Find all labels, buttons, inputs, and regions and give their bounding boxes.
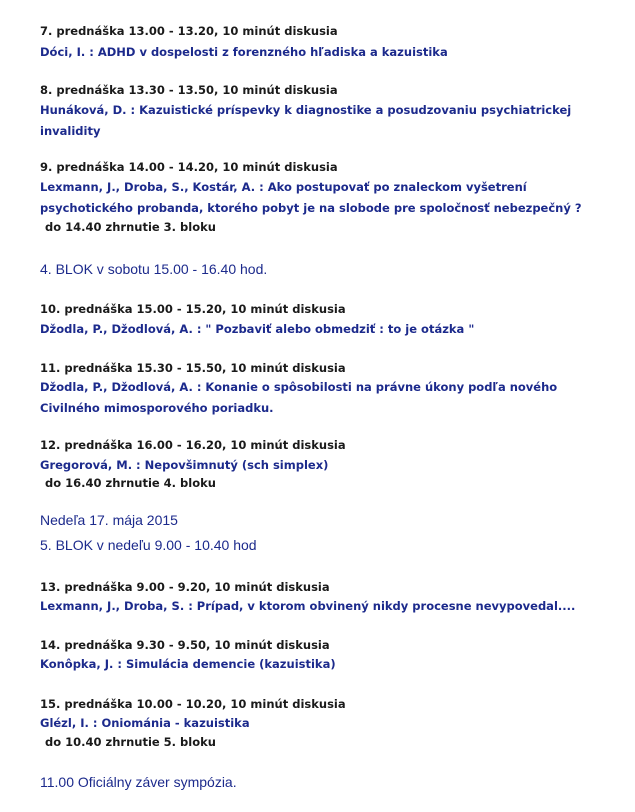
closing-heading: 11.00 Oficiálny záver sympózia. [40,774,237,790]
lecture-time: 10. prednáška 15.00 - 15.20, 10 minút diskusia [40,302,346,316]
block-summary: do 16.40 zhrnutie 4. bloku [45,476,216,490]
lecture-title: Lexmann, J., Droba, S., Kostár, A. : Ako postupovať po znaleckom vyšetrení psychotického probanda, ktorého pobyt je na slobode pre spoločnosť nebezpečný ? [40,180,582,215]
lecture-time: 15. prednáška 10.00 - 10.20, 10 minút diskusia [40,697,346,711]
lecture-time: 14. prednáška 9.30 - 9.50, 10 minút diskusia [40,638,330,652]
lecture-time: 7. prednáška 13.00 - 13.20, 10 minút diskusia [40,24,338,38]
lecture-time: 11. prednáška 15.30 - 15.50, 10 minút diskusia [40,361,346,375]
block-summary: do 10.40 zhrnutie 5. bloku [45,735,216,749]
block-summary: do 14.40 zhrnutie 3. bloku [45,220,216,234]
lecture-title: Dóci, I. : ADHD v dospelosti z forenzného hľadiska a kazuistika [40,45,448,59]
lecture-title: Hunáková, D. : Kazuistické príspevky k diagnostike a posudzovaniu psychiatrickej invalidity [40,103,572,138]
lecture-title: Konôpka, J. : Simulácia demencie (kazuistika) [40,657,336,671]
lecture-title: Džodla, P., Džodlová, A. : " Pozbaviť alebo obmedziť : to je otázka " [40,322,475,336]
lecture-time: 13. prednáška 9.00 - 9.20, 10 minút diskusia [40,580,330,594]
lecture-time: 9. prednáška 14.00 - 14.20, 10 minút diskusia [40,160,338,174]
lecture-title: Gregorová, M. : Nepovšimnutý (sch simplex) [40,458,329,472]
day-heading: Nedeľa 17. mája 2015 [40,512,178,528]
lecture-time: 8. prednáška 13.30 - 13.50, 10 minút diskusia [40,83,338,97]
lecture-title: Džodla, P., Džodlová, A. : Konanie o spôsobilosti na právne úkony podľa nového Civilného mimosporového poriadku. [40,380,558,415]
block-heading: 5. BLOK v nedeľu 9.00 - 10.40 hod [40,537,257,553]
block-heading: 4. BLOK v sobotu 15.00 - 16.40 hod. [40,261,268,277]
lecture-title: Lexmann, J., Droba, S. : Prípad, v ktorom obvinený nikdy procesne nevypovedal.... [40,599,576,613]
lecture-time: 12. prednáška 16.00 - 16.20, 10 minút diskusia [40,438,346,452]
lecture-title: Glézl, I. : Oniománia - kazuistika [40,716,250,730]
